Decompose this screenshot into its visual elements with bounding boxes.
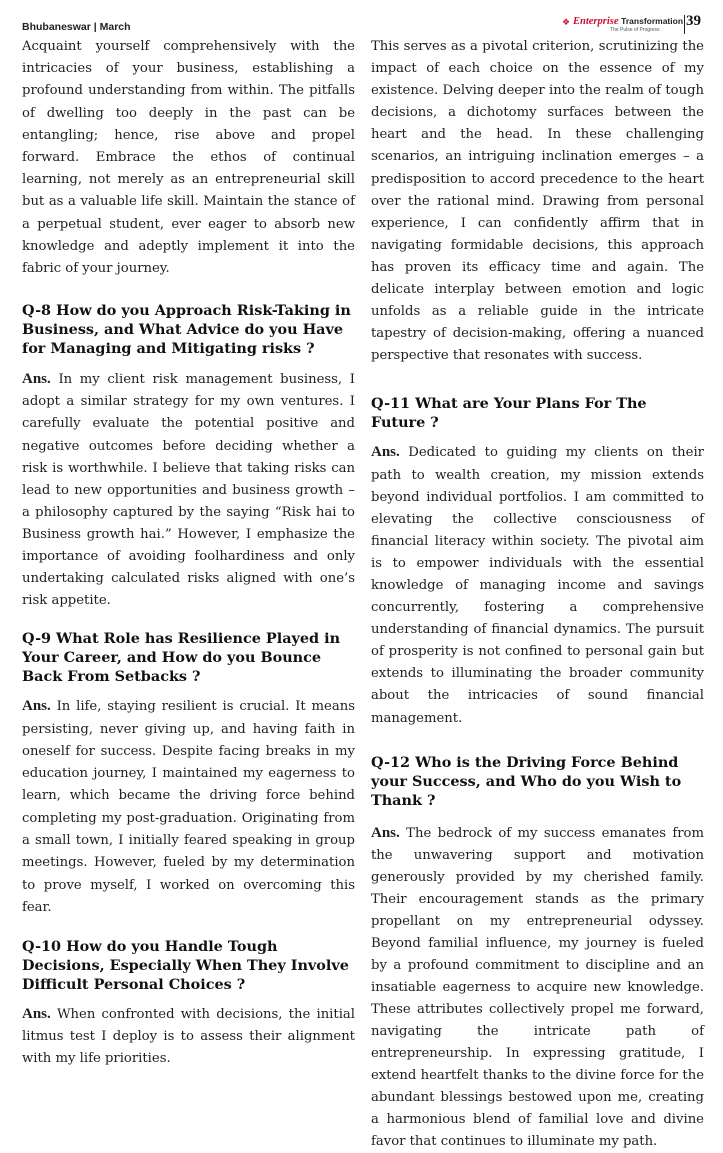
answer-10-continued: This serves as a pivotal criterion, scrutinizing the impact of each choice on the essence of my existence. Delving deeper into the realm of tough decisions, a dichotomy surfaces between the heart and the head. In these challenging scenarios, an intriguing inclination emerges – a predisposition to accord precedence to the heart over the rational mind. Drawing from personal experience, I can confidently affirm that in navigating formidable decisions, this approach has proven its efficacy time and again. The delicate interplay between emotion and logic unfolds as a reliable guide in the intricate tapestry of decision-making, offering a nuanced perspective that resonates with success. bbox=[371, 39, 704, 364]
answer-11 bbox=[371, 441, 704, 729]
brand-suffix: Transformation bbox=[621, 16, 684, 26]
answer-11-text: Dedicated to guiding my clients on their path to wealth creation, my mission extends beyond individual portfolios. I am committed to elevating the collective consciousness of financial literacy within society. The pivotal aim is to empower individuals with the essential knowledge of managing income and savings concurrently, fostering a comprehensive understanding of financial dynamics. The pursuit of prosperity is not confined to personal gain but extends to illuminating the broader community about the intricacies of sound financial management. bbox=[371, 445, 704, 726]
answer-12 bbox=[371, 822, 704, 1153]
question-9: Q-9 What Role has Resilience Played in Your Career, and How do you Bounce Back From Setbacks ? bbox=[22, 630, 341, 686]
answer-8-text: In my client risk management business, I adopt a similar strategy for my own ventures. I carefully evaluate the potential positive and negative outcomes before deciding whether a risk is worthwhile. I believe that taking risks can lead to new opportunities and business growth – a philosophy captured by the saying “Risk hai to Business growth hai.” However, I emphasize the importance of avoiding foolhardiness and only undertaking calculated risks aligned with one’s risk appetite. bbox=[22, 372, 355, 609]
question-8: Q-8 How do you Approach Risk-Taking in Business, and What Advice do you Have for Managing and Mitigating risks ? bbox=[22, 302, 351, 358]
brand-tagline: The Pulse of Progress bbox=[610, 27, 660, 33]
brand-mark-icon: ❖ bbox=[562, 17, 571, 27]
brand-name: Enterprise bbox=[573, 16, 619, 27]
answer-label: Ans. bbox=[22, 371, 51, 388]
answer-10-text: When confronted with decisions, the initial litmus test I deploy is to assess their alignment with my life priorities. bbox=[22, 1007, 355, 1067]
answer-label: Ans. bbox=[22, 1006, 51, 1023]
answer-label: Ans. bbox=[371, 444, 400, 461]
right-column bbox=[371, 36, 704, 1153]
left-column bbox=[22, 36, 355, 1070]
answer-10 bbox=[22, 1003, 355, 1070]
section-label: Bhubaneswar | March bbox=[22, 21, 131, 33]
answer-12-text: The bedrock of my success emanates from the unwavering support and motivation generously provided by my cherished family. Their encouragement stands as the primary propellant on my entrepreneurial odyssey. Beyond familial influence, my journey is fueled by a profound commitment to discipline and an insatiable eagerness to acquire new knowledge. These attributes collectively propel me forward, navigating the intricate path of entrepreneurship. In expressing gratitude, I extend heartfelt thanks to the divine force for the abundant blessings bestowed upon me, creating a harmonious blend of familial love and divine favor that continues to illuminate my path. bbox=[371, 825, 704, 1149]
question-11: Q-11 What are Your Plans For The Future ? bbox=[371, 395, 647, 432]
answer-9 bbox=[22, 695, 355, 919]
intro-paragraph: Acquaint yourself comprehensively with the intricacies of your business, establishing a profound understanding from within. The pitfalls of dwelling too deeply in the past can be entangling; hence, rise above and propel forward. Embrace the ethos of continual learning, not merely as an entrepreneurial skill but as a valuable life skill. Maintain the stance of a perpetual student, ever eager to absorb new knowledge and adeptly implement it into the fabric of your journey. bbox=[22, 39, 355, 277]
question-12: Q-12 Who is the Driving Force Behind your Success, and Who do you Wish to Thank ? bbox=[371, 753, 682, 809]
answer-9-text: In life, staying resilient is crucial. It means persisting, never giving up, and having faith in oneself for success. Despite facing breaks in my education journey, I maintained my eagerness to learn, which became the driving force behind completing my post-graduation. Originating from a small town, I initially feared speaking in group meetings. However, fueled by my determination to prove myself, I worked on overcoming this fear. bbox=[22, 699, 355, 915]
brand-logo bbox=[562, 15, 684, 35]
header-divider bbox=[684, 15, 685, 34]
answer-8 bbox=[22, 368, 355, 612]
answer-label: Ans. bbox=[371, 824, 400, 841]
question-10: Q-10 How do you Handle Tough Decisions, Especially When They Involve Difficult Personal Choices ? bbox=[22, 938, 349, 994]
answer-label: Ans. bbox=[22, 698, 51, 715]
page-number: 39 bbox=[686, 13, 701, 29]
